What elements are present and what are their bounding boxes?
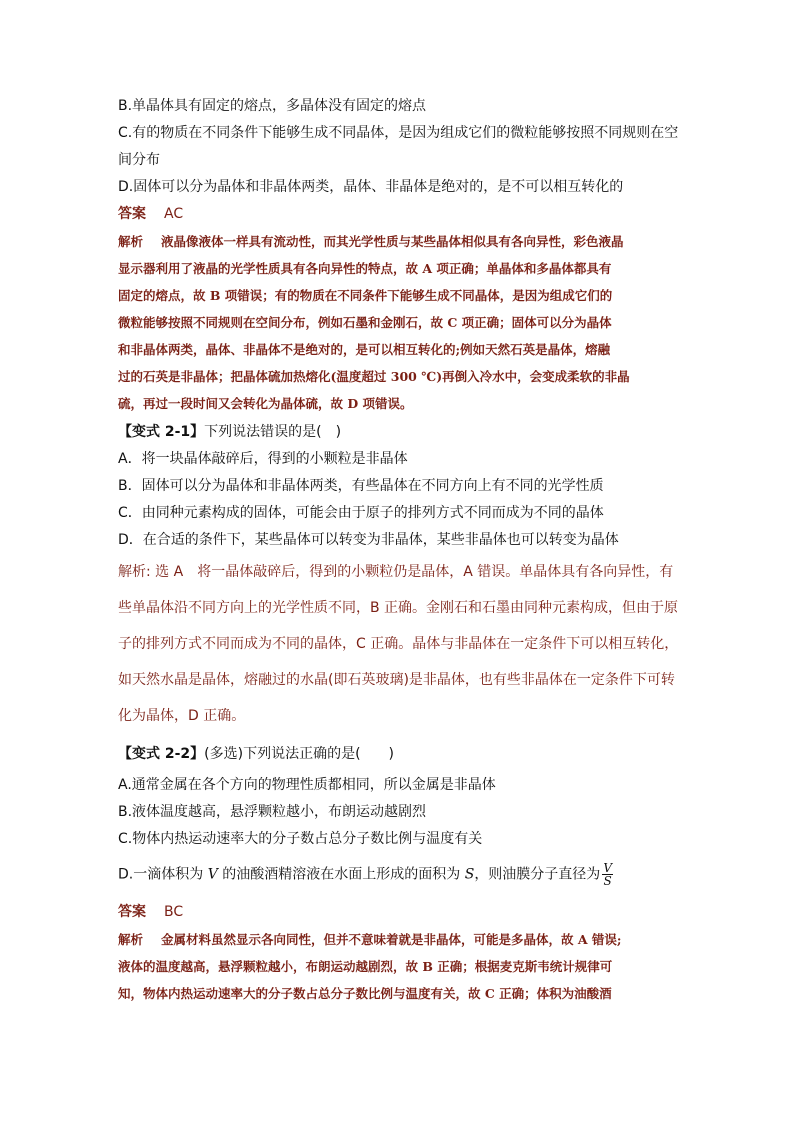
variant-2-1-explanation-line: 化为晶体，D 正确。 bbox=[118, 708, 246, 724]
variant-2-1-explanation-line: 子的排列方式不同而成为不同的晶体，C 正确。晶体与非晶体在一定条件下可以相互转化， bbox=[118, 636, 679, 652]
q1-explanation-line: 微粒能够按照不同规则在空间分布，例如石墨和金刚石，故 C 项正确；固体可以分为晶体 bbox=[118, 315, 612, 330]
variant-2-1-explanation-line: 如天然水晶是晶体，熔融过的水晶(即石英玻璃)是非晶体，也有些非晶体在一定条件下可转 bbox=[118, 672, 675, 688]
variant-question: 下列说法错误的是( ) bbox=[204, 424, 342, 440]
variant-2-2-explanation-line: 知，物体内热运动速率大的分子数占总分子数比例与温度有关，故 C 正确；体积为油酸酒 bbox=[118, 986, 612, 1001]
variant-2-1-explanation-line: 些单晶体沿不同方向上的光学性质不同，B 正确。金刚石和石墨由同种元素构成，但由于原 bbox=[118, 600, 679, 616]
variant-question: (多选)下列说法正确的是( ) bbox=[204, 746, 395, 762]
variant-tag: 【变式 2-2】 bbox=[118, 746, 205, 762]
q1-answer bbox=[118, 204, 183, 224]
q1-explanation-line: 固定的熔点，故 B 项错误；有的物质在不同条件下能够生成不同晶体，是因为组成它们的 bbox=[118, 288, 613, 303]
q1-option-c-line2: 间分布 bbox=[118, 152, 160, 168]
variant-2-2-option-c: C.物体内热运动速率大的分子数占总分子数比例与温度有关 bbox=[118, 831, 483, 847]
variant-2-1-title bbox=[118, 422, 341, 442]
variant-2-1-explanation-line: 解析: 选 A 将一晶体敲碎后，得到的小颗粒仍是晶体，A 错误。单晶体具有各向异性，有 bbox=[118, 564, 674, 580]
answer-label: 答案 bbox=[118, 904, 146, 920]
variant-2-1-option-a: A．将一块晶体敲碎后，得到的小颗粒是非晶体 bbox=[118, 451, 408, 467]
q1-option-d: D.固体可以分为晶体和非晶体两类，晶体、非晶体是绝对的，是不可以相互转化的 bbox=[118, 179, 624, 195]
variable-s: S bbox=[464, 866, 475, 883]
variant-2-2-option-d: D.一滴体积为 V 的油酸酒精溶液在水面上形成的面积为 S，则油膜分子直径为 $\frac{V}{S}$ bbox=[118, 861, 612, 888]
q1-explanation-line: 解析 液晶像液体一样具有流动性，而其光学性质与某些晶体相似具有各向异性，彩色液晶 bbox=[118, 234, 624, 249]
variant-2-2-title bbox=[118, 744, 394, 764]
answer-label: 答案 bbox=[118, 206, 146, 222]
variant-2-2-explanation-line: 液体的温度越高，悬浮颗粒越小，布朗运动越剧烈，故 B 正确；根据麦克斯韦统计规律可 bbox=[118, 959, 613, 974]
q1-explanation-line: 过的石英是非晶体；把晶体硫加热熔化(温度超过 300 ℃)再倒入冷水中，会变成柔软的非晶 bbox=[118, 369, 630, 384]
variant-2-1-option-d: D．在合适的条件下，某些晶体可以转变为非晶体，某些非晶体也可以转变为晶体 bbox=[118, 532, 619, 548]
q1-explanation-line: 和非晶体两类，晶体、非晶体不是绝对的，是可以相互转化的;例如天然石英是晶体，熔融 bbox=[118, 342, 611, 357]
explanation-label: 解析 bbox=[118, 234, 144, 249]
fraction-v-over-s: $\frac{V}{S}$ bbox=[603, 861, 612, 888]
variant-2-1-option-c: C．由同种元素构成的固体，可能会由于原子的排列方式不同而成为不同的晶体 bbox=[118, 505, 604, 521]
answer-value: BC bbox=[164, 904, 184, 920]
explanation-label: 解析 bbox=[118, 932, 144, 947]
variant-2-2-option-b: B.液体温度越高，悬浮颗粒越小，布朗运动越剧烈 bbox=[118, 804, 427, 820]
q1-explanation-line: 硫，再过一段时间又会转化为晶体硫，故 D 项错误。 bbox=[118, 396, 413, 411]
variant-2-1-option-b: B．固体可以分为晶体和非晶体两类，有些晶体在不同方向上有不同的光学性质 bbox=[118, 478, 604, 494]
q1-option-b: B.单晶体具有固定的熔点，多晶体没有固定的熔点 bbox=[118, 98, 427, 114]
variable-v: V bbox=[207, 866, 218, 883]
variant-2-2-explanation-line: 解析 金属材料虽然显示各向同性，但并不意味着就是非晶体，可能是多晶体，故 A 错误; bbox=[118, 932, 622, 947]
answer-value: AC bbox=[164, 206, 184, 222]
variant-2-2-answer bbox=[118, 902, 183, 922]
q1-option-c-line1: C.有的物质在不同条件下能够生成不同晶体，是因为组成它们的微粒能够按照不同规则在空 bbox=[118, 125, 679, 141]
q1-explanation-line: 显示器利用了液晶的光学性质具有各向异性的特点，故 A 项正确；单晶体和多晶体都具有 bbox=[118, 261, 612, 276]
variant-2-2-option-a: A.通常金属在各个方向的物理性质都相同，所以金属是非晶体 bbox=[118, 777, 496, 793]
variant-tag: 【变式 2-1】 bbox=[118, 424, 205, 440]
